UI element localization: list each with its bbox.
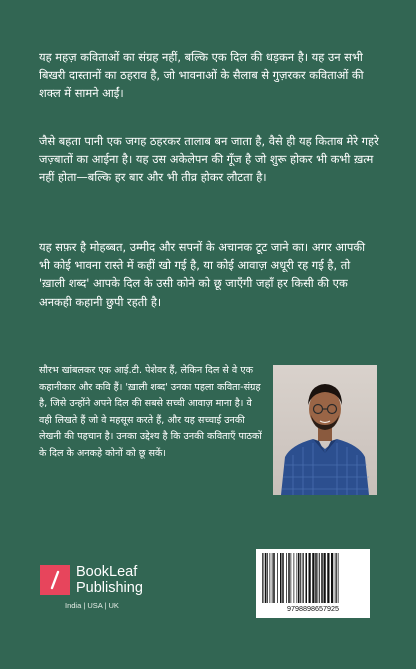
slash-icon: [40, 565, 70, 595]
barcode-bar: [331, 553, 333, 603]
barcode-bar: [272, 553, 273, 603]
publisher-name-line1: BookLeaf: [76, 564, 138, 580]
barcode-bar: [294, 553, 295, 603]
barcode-icon: [260, 553, 366, 603]
barcode-bar: [319, 553, 320, 603]
author-bio: सौरभ खांबलकर एक आई.टी. पेशेवर हैं, लेकिन दिल से वे एक कहानीकार और कवि हैं। 'ख़ाली शब्द' उनका पहला कविता-संग्रह है, जिसे उन्होंने अपने दिल की सबसे सच्ची आवाज़ माना है। वे वही लिखते हैं जो वे महसूस करते हैं, और यह सच्चाई उनकी लेखनी की पहचान है। उनका उद्देश्य है कि उनकी कविताएँ पाठकों के दिल के अनकहे कोनों को छू सकें।: [39, 365, 262, 459]
barcode-bar: [318, 553, 319, 603]
barcode-bar: [262, 553, 263, 603]
publisher-name-line2: Publishing: [76, 580, 143, 596]
publisher-logo-mark: [40, 565, 70, 595]
barcode-bar: [302, 553, 303, 603]
isbn-number: 9798898657925: [287, 604, 339, 613]
barcode-bar: [306, 553, 308, 603]
barcode-bar: [321, 553, 323, 603]
blurb-paragraph-2: जैसे बहता पानी एक जगह ठहरकर तालाब बन जाता है, वैसे ही यह किताब मेरे गहरे जज़्बातों का आईना है। यह उस अकेलेपन की गूँज है जो शुरू होकर भी कभी ख़त्म नहीं होता—बल्कि हर बार और भी तीव्र होकर लौटता है।: [39, 134, 379, 185]
barcode-bar: [267, 553, 268, 603]
barcode-bar: [312, 553, 314, 603]
barcode-bar: [303, 553, 304, 603]
barcode-bar: [309, 553, 311, 603]
publisher-regions: India | USA | UK: [65, 601, 119, 610]
barcode-bar: [280, 553, 282, 603]
barcode-bar: [282, 553, 284, 603]
barcode-bar: [291, 553, 292, 603]
blurb-paragraph-1: यह महज़ कविताओं का संग्रह नहीं, बल्कि एक दिल की धड़कन है। यह उन सभी बिखरी दास्तानों का ठहराव है, जो भावनाओं के सैलाब से गुज़रकर कविताओं की शक्ल में सामने आईं।: [39, 50, 364, 101]
barcode-bar: [338, 553, 339, 603]
blurb-paragraph-3: यह सफ़र है मोहब्बत, उम्मीद और सपनों के अचानक टूट जाने का। अगर आपकी भी कोई भावना रास्ते में कहीं खो गई है, या कोई आवाज़ अधूरी रह गई है, तो 'ख़ाली शब्द' आपके दिल के उसी कोने को छू जाएँगी जहाँ हर किसी की एक अनकही कहानी छुपी रहती है।: [39, 240, 366, 309]
barcode-bar: [297, 553, 298, 603]
author-portrait-icon: [273, 365, 377, 495]
isbn-barcode: [256, 549, 370, 618]
barcode-bar: [264, 553, 265, 603]
barcode-bar: [324, 553, 326, 603]
barcode-bar: [300, 553, 301, 603]
barcode-bar: [327, 553, 329, 603]
barcode-bar: [336, 553, 337, 603]
barcode-bar: [277, 553, 278, 603]
barcode-bar: [335, 553, 336, 603]
barcode-bar: [265, 553, 267, 603]
author-photo: [273, 365, 377, 495]
publisher-name: [76, 564, 143, 596]
barcode-bar: [286, 553, 287, 603]
barcode-bar: [298, 553, 300, 603]
barcode-bar: [315, 553, 317, 603]
barcode-bar: [273, 553, 275, 603]
barcode-bar: [270, 553, 271, 603]
barcode-bar: [288, 553, 290, 603]
